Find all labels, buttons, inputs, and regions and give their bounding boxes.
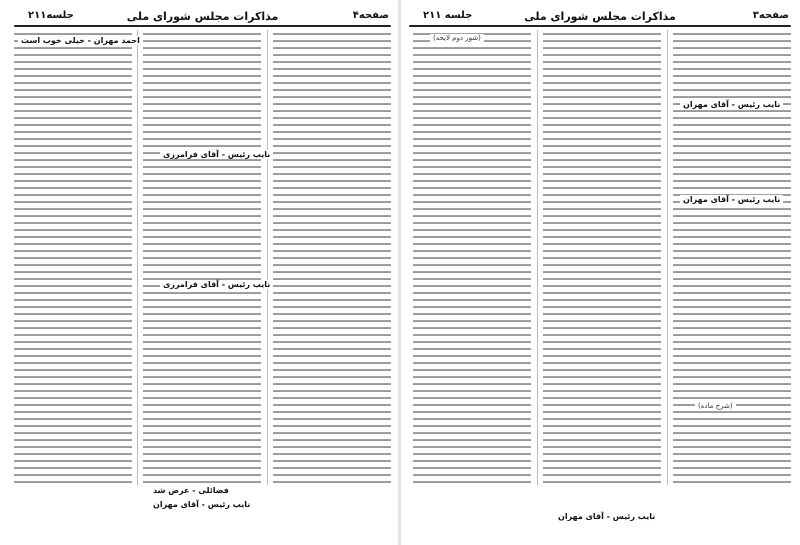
- column-divider: [137, 30, 138, 485]
- text-column-left: [14, 30, 132, 485]
- left-page: [10, 0, 395, 545]
- page-title: مذاکرات مجلس شورای ملی: [126, 10, 279, 23]
- speaker-heading: نایب رئیس - آقای مهران: [558, 512, 656, 521]
- speaker-heading: نایب رئیس - آقای فرامرزی: [160, 150, 273, 159]
- header-rule: [409, 25, 791, 27]
- speaker-heading: نایب رئیس - آقای مهران: [680, 100, 783, 109]
- speaker-heading: نایب رئیس - آقای مهران: [680, 195, 783, 204]
- text-column-right: [273, 30, 391, 485]
- section-note: (شرح ماده): [695, 402, 736, 410]
- text-column-right: [673, 30, 791, 485]
- page-title: مذاکرات مجلس شورای ملی: [524, 10, 676, 23]
- section-note: (شور دوم لایحه): [430, 34, 484, 42]
- right-page: [405, 0, 795, 545]
- text-column-middle: [143, 30, 261, 485]
- speaker-heading: نایب رئیس - آقای مهران: [150, 500, 253, 509]
- speaker-heading: نایب رئیس - آقای فرامرزی: [160, 280, 273, 289]
- text-column-middle: [543, 30, 661, 485]
- speaker-heading: احمد مهران - خیلی خوب است: [18, 36, 143, 45]
- page-header: [405, 6, 795, 24]
- page-number: صفحه۴: [352, 10, 389, 21]
- column-divider: [667, 30, 668, 485]
- header-rule: [14, 25, 391, 27]
- page-gutter: [398, 0, 401, 545]
- page-number: صفحه۳: [752, 10, 789, 21]
- text-column-left: [413, 30, 531, 485]
- column-divider: [537, 30, 538, 485]
- speaker-heading: فضائلی - عرض شد: [150, 486, 232, 495]
- column-divider: [267, 30, 268, 485]
- session-number: جلسه ۲۱۱: [423, 10, 473, 21]
- session-number: جلسه۲۱۱: [28, 10, 74, 21]
- page-header: [10, 6, 395, 24]
- page-margin: [405, 500, 795, 545]
